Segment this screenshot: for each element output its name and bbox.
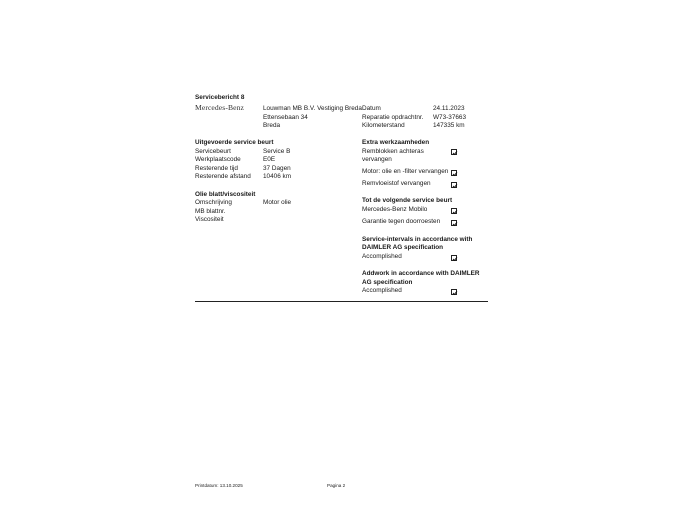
- page-number: Pagina 2: [327, 483, 346, 488]
- workshop-code-value: E0E: [263, 156, 276, 164]
- next-service-heading: Tot de volgende service beurt: [362, 197, 453, 204]
- service-type-label: Servicebeurt: [195, 147, 231, 155]
- oil-description-label: Omschrijving: [195, 199, 232, 206]
- extra-item-oil-filter-label: Motor: olie en -filter vervangen: [362, 168, 449, 175]
- dealer-name: Louwman MB B.V. Vestiging Breda: [263, 105, 362, 112]
- checkmark-icon: [452, 221, 458, 227]
- oil-description-value: Motor olie: [263, 199, 292, 206]
- date-label: Datum: [362, 105, 381, 112]
- remaining-time-label: Resterende tijd: [195, 164, 238, 172]
- section-divider: [195, 301, 488, 302]
- service-intervals-status-label: Accomplished: [362, 253, 402, 260]
- service-type-value: Service B: [263, 147, 291, 155]
- mileage-label: Kilometerstand: [362, 122, 405, 130]
- service-intervals-heading: Service-intervals in accordance with DAIMLER AG specification: [362, 235, 473, 252]
- remaining-distance-label: Resterende afstand: [195, 173, 251, 181]
- service-intervals-checkbox: [451, 255, 457, 261]
- mileage-value: 147335 km: [433, 122, 465, 130]
- dealer-city: Breda: [263, 122, 281, 130]
- oil-sheet-number-label: MB blattnr.: [195, 207, 226, 215]
- checkmark-icon: [452, 256, 458, 262]
- print-date: Printdatum: 13.10.2025: [195, 483, 243, 488]
- date-value: 24.11.2023: [433, 105, 465, 112]
- workshop-code-label: Werkplaatscode: [195, 156, 241, 164]
- service-heading: Uitgevoerde service beurt: [195, 139, 274, 146]
- addwork-heading: Addwork in accordance with DAIMLER AG specification: [362, 270, 480, 286]
- extra-item-brake-fluid-checkbox: [451, 182, 457, 188]
- extra-work-heading: Extra werkzaamheden: [362, 139, 430, 146]
- dealer-street: Ettensebaan 34: [263, 113, 308, 121]
- mercedes-benz-logo: Mercedes-Benz: [195, 103, 244, 112]
- checkmark-icon: [452, 209, 458, 215]
- checkmark-icon: [452, 150, 458, 156]
- extra-item-oil-filter-checkbox: [451, 170, 457, 176]
- rust-warranty-label: Garantie tegen doorroesten: [362, 218, 441, 225]
- order-number-label: Reparatie opdrachtnr.: [362, 113, 424, 121]
- remaining-distance-value: 10406 km: [263, 173, 292, 181]
- checkmark-icon: [452, 290, 458, 296]
- addwork-checkbox: [451, 289, 457, 295]
- order-number-value: W73-37663: [433, 113, 467, 121]
- report-title: Servicebericht 8: [195, 94, 245, 101]
- checkmark-icon: [452, 183, 458, 189]
- addwork-status-label: Accomplished: [362, 287, 402, 294]
- extra-item-brake-fluid-label: Remvloeistof vervangen: [362, 180, 431, 187]
- extra-item-brake-pads-label: Remblokken achteras vervangen: [362, 147, 424, 164]
- mobilo-label: Mercedes-Benz Mobilo: [362, 206, 428, 213]
- extra-item-brake-pads-checkbox: [451, 149, 457, 155]
- viscosity-label: Viscositeit: [195, 216, 224, 224]
- oil-heading: Olie blatt/viscositeit: [195, 190, 256, 198]
- remaining-time-value: 37 Dagen: [263, 164, 291, 172]
- checkmark-icon: [452, 171, 458, 177]
- rust-warranty-checkbox: [451, 220, 457, 226]
- mobilo-checkbox: [451, 208, 457, 214]
